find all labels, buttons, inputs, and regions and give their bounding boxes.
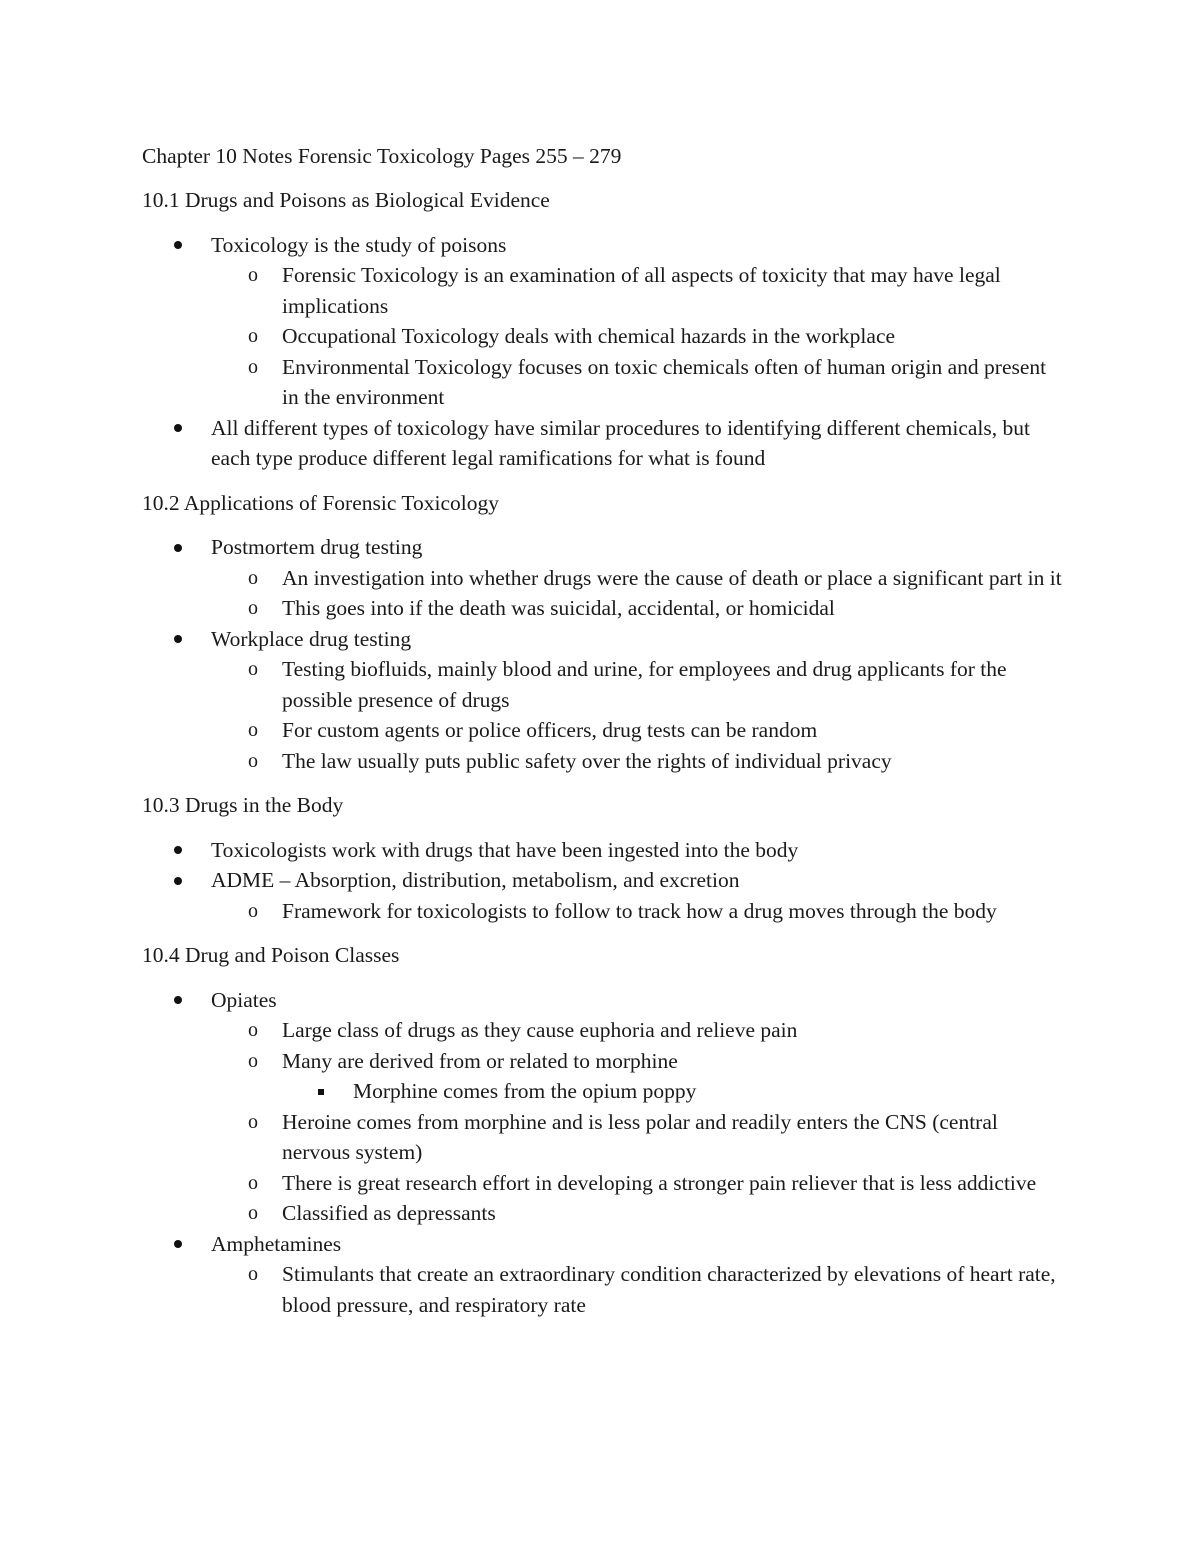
circle-marker: o <box>248 325 258 347</box>
bullet-marker <box>174 624 182 655</box>
section-heading: 10.4 Drug and Poison Classes <box>142 943 400 967</box>
bullet-marker <box>174 230 182 261</box>
circle-marker: o <box>248 597 258 619</box>
circle-marker: o <box>248 355 258 378</box>
list-item: Toxicologists work with drugs that have been ingested into the body <box>142 835 1062 866</box>
list-item: All different types of toxicology have similar procedures to identifying different chemicals, but each type produce different legal ramifications for what is found <box>142 413 1062 474</box>
circle-marker: o <box>248 566 258 589</box>
list-item: o Large class of drugs as they cause euphoria and relieve pain <box>142 1015 1062 1046</box>
circle-marker: o <box>248 1049 258 1072</box>
list-item: o This goes into if the death was suicidal, accidental, or homicidal <box>142 593 1062 624</box>
list-item: o Framework for toxicologists to follow to track how a drug moves through the body <box>142 896 1062 927</box>
list-item: o Heroine comes from morphine and is less polar and readily enters the CNS (central nervous system) <box>142 1107 1062 1168</box>
list-item: o Many are derived from or related to morphine <box>142 1046 1062 1077</box>
circle-marker: o <box>248 1202 258 1224</box>
list-item: o Stimulants that create an extraordinary condition characterized by elevations of heart rate, blood pressure, and respiratory rate <box>142 1259 1062 1320</box>
section-heading: 10.1 Drugs and Poisons as Biological Evidence <box>142 188 550 212</box>
list-item: o There is great research effort in developing a stronger pain reliever that is less addictive <box>142 1168 1062 1199</box>
bullet-marker <box>174 413 182 444</box>
section-heading: 10.3 Drugs in the Body <box>142 793 344 817</box>
list-item: Amphetamines <box>142 1229 1062 1260</box>
bullet-list <box>142 230 1062 474</box>
bullet-marker <box>174 865 182 896</box>
list-item: o An investigation into whether drugs were the cause of death or place a significant part in it <box>142 563 1062 594</box>
circle-marker: o <box>248 658 258 680</box>
bullet-marker <box>174 835 182 866</box>
circle-marker: o <box>248 719 258 741</box>
list-item: Opiates <box>142 985 1062 1016</box>
list-item: o For custom agents or police officers, drug tests can be random <box>142 715 1062 746</box>
bullet-marker <box>174 1229 182 1260</box>
list-item: o Environmental Toxicology focuses on toxic chemicals often of human origin and present in the environment <box>142 352 1062 413</box>
circle-marker: o <box>248 1110 258 1133</box>
list-item: Morphine comes from the opium poppy <box>142 1076 1062 1107</box>
list-item: o Occupational Toxicology deals with chemical hazards in the workplace <box>142 321 1062 352</box>
section-10-3 <box>142 790 1062 926</box>
square-marker <box>318 1076 324 1107</box>
circle-marker: o <box>248 1263 258 1285</box>
circle-marker: o <box>248 749 258 772</box>
section-heading: 10.2 Applications of Forensic Toxicology <box>142 490 499 515</box>
bullet-list <box>142 532 1062 776</box>
list-item: Postmortem drug testing <box>142 532 1062 563</box>
circle-marker: o <box>248 264 258 286</box>
list-item: o The law usually puts public safety over the rights of individual privacy <box>142 746 1062 777</box>
section-10-4 <box>142 940 1062 1320</box>
circle-marker: o <box>248 1019 258 1041</box>
circle-marker: o <box>248 1171 258 1194</box>
section-10-1 <box>142 185 1062 474</box>
document-body <box>142 141 1062 1334</box>
bullet-marker <box>174 985 182 1016</box>
list-item: Toxicology is the study of poisons <box>142 230 1062 261</box>
list-item: Workplace drug testing <box>142 624 1062 655</box>
list-item: o Testing biofluids, mainly blood and urine, for employees and drug applicants for the possible presence of drugs <box>142 654 1062 715</box>
bullet-list <box>142 985 1062 1321</box>
bullet-list <box>142 835 1062 927</box>
circle-marker: o <box>248 899 258 922</box>
document-title: Chapter 10 Notes Forensic Toxicology Pages 255 – 279 <box>142 144 622 168</box>
list-item: ADME – Absorption, distribution, metabolism, and excretion <box>142 865 1062 896</box>
list-item: o Forensic Toxicology is an examination of all aspects of toxicity that may have legal implications <box>142 260 1062 321</box>
bullet-marker <box>174 532 182 563</box>
list-item: o Classified as depressants <box>142 1198 1062 1229</box>
section-10-2 <box>142 488 1062 777</box>
